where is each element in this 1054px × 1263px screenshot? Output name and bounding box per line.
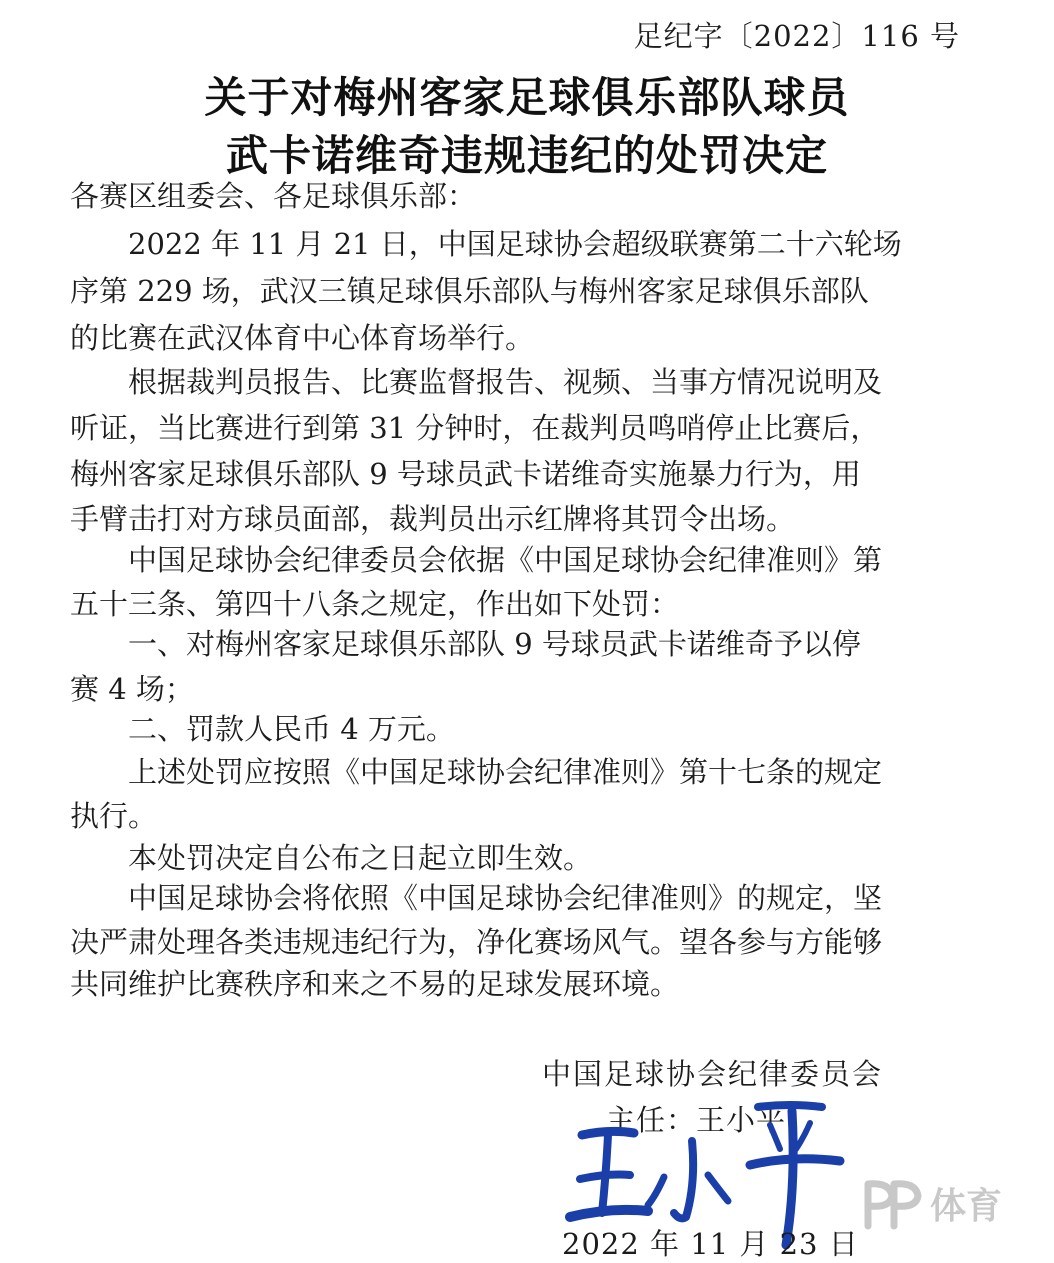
body-line: 执行。 xyxy=(70,799,158,833)
body-line: 一、对梅州客家足球俱乐部队 9 号球员武卡诺维奇予以停 xyxy=(70,627,861,661)
body-line: 序第 229 场，武汉三镇足球俱乐部队与梅州客家足球俱乐部队 xyxy=(70,274,869,308)
watermark-text: 体育 xyxy=(930,1186,1003,1227)
chair-name: 主任：王小平 xyxy=(606,1103,787,1137)
decision-date: 2022 年 11 月 23 日 xyxy=(562,1227,859,1261)
body-line: 中国足球协会将依照《中国足球协会纪律准则》的规定，坚 xyxy=(70,881,883,915)
body-line: 各赛区组委会、各足球俱乐部： xyxy=(70,179,477,213)
body-line: 共同维护比赛秩序和来之不易的足球发展环境。 xyxy=(70,967,680,1001)
body-line: 梅州客家足球俱乐部队 9 号球员武卡诺维奇实施暴力行为，用 xyxy=(70,457,861,491)
document-title-line-2: 武卡诺维奇违规违纪的处罚决定 xyxy=(225,131,828,180)
body-line: 2022 年 11 月 21 日，中国足球协会超级联赛第二十六轮场 xyxy=(70,227,902,261)
body-line: 手臂击打对方球员面部，裁判员出示红牌将其罚令出场。 xyxy=(70,502,796,536)
body-line: 决严肃处理各类违规违纪行为，净化赛场风气。望各参与方能够 xyxy=(70,925,883,959)
document-title-line-1: 关于对梅州客家足球俱乐部队球员 xyxy=(204,73,850,122)
body-line: 二、罚款人民币 4 万元。 xyxy=(70,712,455,746)
document-number: 足纪字〔2022〕116 号 xyxy=(633,19,960,53)
body-line: 根据裁判员报告、比赛监督报告、视频、当事方情况说明及 xyxy=(70,365,883,399)
body-line: 本处罚决定自公布之日起立即生效。 xyxy=(70,841,593,875)
watermark xyxy=(860,1168,1020,1238)
body-line: 的比赛在武汉体育中心体育场举行。 xyxy=(70,321,535,355)
signing-organization: 中国足球协会纪律委员会 xyxy=(542,1057,884,1091)
pp-logo-icon xyxy=(868,1184,918,1226)
body-line: 上述处罚应按照《中国足球协会纪律准则》第十七条的规定 xyxy=(70,755,883,789)
body-line: 中国足球协会纪律委员会依据《中国足球协会纪律准则》第 xyxy=(70,543,883,577)
body-line: 五十三条、第四十八条之规定，作出如下处罚： xyxy=(70,587,680,621)
body-line: 赛 4 场； xyxy=(70,672,194,706)
body-line: 听证，当比赛进行到第 31 分钟时，在裁判员鸣哨停止比赛后， xyxy=(70,411,880,445)
